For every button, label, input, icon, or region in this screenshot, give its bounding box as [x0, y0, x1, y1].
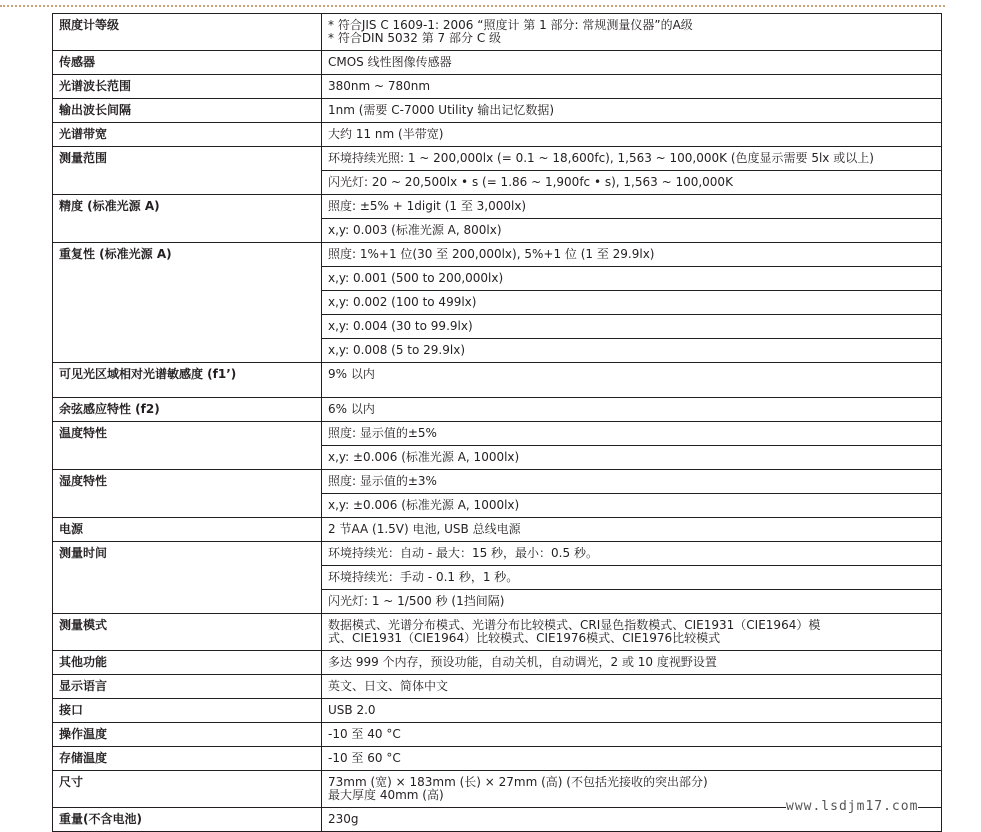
spec-label: 余弦感应特性 (f2): [53, 398, 322, 422]
spec-label: 其他功能: [53, 651, 322, 675]
spec-row: [53, 123, 942, 147]
spec-value: 照度: ±5% + 1digit (1 至 3,000lx): [322, 195, 942, 219]
spec-row: [53, 747, 942, 771]
spec-row: [53, 363, 942, 398]
spec-label: 存储温度: [53, 747, 322, 771]
spec-label: 湿度特性: [53, 470, 322, 518]
spec-row: [53, 614, 942, 651]
spec-value: 环境持续光：自动 - 最大：15 秒，最小：0.5 秒。: [322, 542, 942, 566]
spec-row: [53, 542, 942, 566]
spec-row: [53, 651, 942, 675]
spec-row: [53, 723, 942, 747]
spec-value: x,y: 0.004 (30 to 99.9lx): [322, 315, 942, 339]
spec-value: x,y: ±0.006 (标准光源 A, 1000lx): [322, 446, 942, 470]
watermark-text: www.lsdjm17.com: [786, 799, 919, 814]
spec-value: 380nm ~ 780nm: [322, 75, 942, 99]
spec-label: 测量模式: [53, 614, 322, 651]
spec-row: [53, 518, 942, 542]
spec-label: 测量时间: [53, 542, 322, 614]
spec-label: 显示语言: [53, 675, 322, 699]
spec-row: [53, 99, 942, 123]
spec-row: [53, 470, 942, 494]
spec-value: 6% 以内: [322, 398, 942, 422]
spec-label: 光谱波长范围: [53, 75, 322, 99]
spec-value: 照度: 1%+1 位(30 至 200,000lx), 5%+1 位 (1 至 29.9lx): [322, 243, 942, 267]
spec-row: [53, 51, 942, 75]
spec-label: 操作温度: [53, 723, 322, 747]
specification-table-body: [53, 14, 942, 832]
spec-label: 传感器: [53, 51, 322, 75]
spec-value: x,y: 0.001 (500 to 200,000lx): [322, 267, 942, 291]
spec-value: 闪光灯: 1 ~ 1/500 秒 (1挡间隔): [322, 590, 942, 614]
spec-row: [53, 14, 942, 51]
spec-label: 尺寸: [53, 771, 322, 808]
spec-row: [53, 675, 942, 699]
specification-table: [52, 13, 942, 832]
spec-value: 英文、日文、简体中文: [322, 675, 942, 699]
spec-row: [53, 398, 942, 422]
spec-value: 2 节AA (1.5V) 电池, USB 总线电源: [322, 518, 942, 542]
spec-value: 9% 以内: [322, 363, 942, 398]
spec-row: [53, 75, 942, 99]
spec-label: 接口: [53, 699, 322, 723]
spec-label: 测量范围: [53, 147, 322, 195]
spec-label: 温度特性: [53, 422, 322, 470]
spec-row: [53, 243, 942, 267]
spec-value: 照度: 显示值的±3%: [322, 470, 942, 494]
spec-label: 重复性 (标准光源 A): [53, 243, 322, 363]
spec-value: 大约 11 nm (半带宽): [322, 123, 942, 147]
spec-value: 照度: 显示值的±5%: [322, 422, 942, 446]
spec-row: [53, 195, 942, 219]
spec-value: 1nm (需要 C-7000 Utility 输出记忆数据): [322, 99, 942, 123]
spec-label: 电源: [53, 518, 322, 542]
spec-value: 环境持续光照: 1 ~ 200,000lx (= 0.1 ~ 18,600fc), 1,563 ~ 100,000K (色度显示需要 5lx 或以上): [322, 147, 942, 171]
spec-value: x,y: 0.003 (标准光源 A, 800lx): [322, 219, 942, 243]
spec-label: 光谱带宽: [53, 123, 322, 147]
spec-label: 可见光区域相对光谱敏感度 (f1’): [53, 363, 322, 398]
spec-label: 照度计等级: [53, 14, 322, 51]
spec-row: [53, 699, 942, 723]
spec-value: 环境持续光：手动 - 0.1 秒，1 秒。: [322, 566, 942, 590]
spec-value: 闪光灯: 20 ~ 20,500lx • s (= 1.86 ~ 1,900fc • s), 1,563 ~ 100,000K: [322, 171, 942, 195]
spec-value: -10 至 40 °C: [322, 723, 942, 747]
spec-value: -10 至 60 °C: [322, 747, 942, 771]
spec-row: [53, 147, 942, 171]
spec-value: USB 2.0: [322, 699, 942, 723]
spec-value: 数据模式、光谱分布模式、光谱分布比较模式、CRI显色指数模式、CIE1931（CIE1964）模 式、CIE1931（CIE1964）比较模式、CIE1976模式、CIE1976比较模式: [322, 614, 942, 651]
spec-value: x,y: 0.002 (100 to 499lx): [322, 291, 942, 315]
spec-value: 多达 999 个内存，预设功能，自动关机，自动调光，2 或 10 度视野设置: [322, 651, 942, 675]
spec-value: * 符合JIS C 1609-1: 2006 “照度计 第 1 部分: 常规测量仪器”的A级 * 符合DIN 5032 第 7 部分 C 级: [322, 14, 942, 51]
spec-label: 精度 (标准光源 A): [53, 195, 322, 243]
spec-value: x,y: ±0.006 (标准光源 A, 1000lx): [322, 494, 942, 518]
spec-label: 输出波长间隔: [53, 99, 322, 123]
spec-value: 230g: [322, 808, 942, 832]
spec-value: CMOS 线性图像传感器: [322, 51, 942, 75]
spec-label: 重量(不含电池): [53, 808, 322, 832]
top-dotted-divider: [0, 5, 945, 7]
spec-row: [53, 422, 942, 446]
spec-value: x,y: 0.008 (5 to 29.9lx): [322, 339, 942, 363]
spec-value: 73mm (宽) × 183mm (长) × 27mm (高) (不包括光接收的突出部分) 最大厚度 40mm (高): [322, 771, 942, 808]
